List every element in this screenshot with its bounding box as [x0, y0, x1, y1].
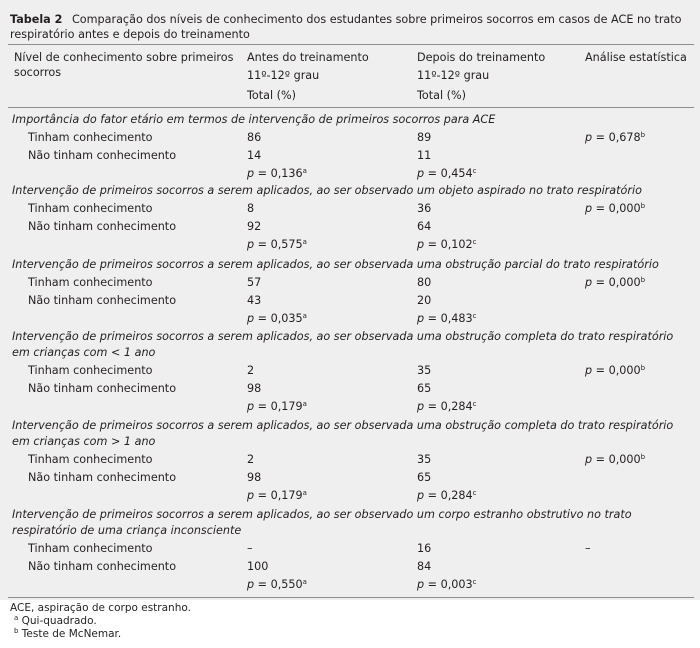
- stat-value: [585, 129, 645, 147]
- stat-value: [585, 451, 645, 469]
- p-prefix: p =: [247, 400, 271, 413]
- footnote-abbrev: ACE, aspiração de corpo estranho.: [10, 602, 191, 614]
- table-row: [0, 469, 700, 487]
- p-value-before: [247, 236, 307, 254]
- p-value-after: [417, 310, 476, 328]
- row-label: Tinham conhecimento: [28, 276, 153, 289]
- section-title: Intervenção de primeiros socorros a serem aplicados, ao ser observada uma obstrução completa do trato respiratório em crianças com < 1 ano: [12, 330, 674, 359]
- p-superscript: c: [472, 400, 477, 408]
- footnote-b: [14, 628, 121, 641]
- table-row: [0, 147, 700, 165]
- p-value-before: [247, 165, 307, 183]
- p-number: 0,000: [608, 364, 641, 377]
- value-before: 57: [247, 276, 262, 289]
- p-superscript: c: [472, 578, 477, 586]
- value-after: 36: [417, 202, 432, 215]
- footnote-a: [14, 615, 97, 628]
- header-before: Antes do treinamento: [247, 51, 369, 64]
- header-top-rule: [8, 44, 694, 45]
- p-value-row: [0, 398, 700, 416]
- table-row: [0, 274, 700, 292]
- value-before: 86: [247, 131, 262, 144]
- row-label: Não tinham conhecimento: [28, 382, 177, 395]
- footnote-b-mark: b: [14, 627, 19, 635]
- value-after: 35: [417, 364, 432, 377]
- p-value-after: [417, 236, 476, 254]
- p-number: 0,179: [270, 400, 303, 413]
- p-prefix: p =: [585, 364, 609, 377]
- p-superscript: c: [472, 489, 477, 497]
- p-prefix: p =: [417, 400, 441, 413]
- value-after: 20: [417, 294, 432, 307]
- p-superscript: a: [302, 400, 307, 408]
- row-label: Não tinham conhecimento: [28, 294, 177, 307]
- value-after: 64: [417, 220, 432, 233]
- row-label: Tinham conhecimento: [28, 453, 153, 466]
- p-number: 0,136: [270, 167, 303, 180]
- table-label: Tabela 2: [10, 13, 63, 26]
- table-row: [0, 451, 700, 469]
- p-prefix: p =: [417, 238, 441, 251]
- value-after: 65: [417, 471, 432, 484]
- header-after: Depois do treinamento: [417, 51, 546, 64]
- p-value-before: [247, 576, 307, 594]
- table-row: [0, 129, 700, 147]
- table-caption: [10, 12, 694, 42]
- table-row: [0, 558, 700, 576]
- value-before: 100: [247, 560, 269, 573]
- p-number: 0,000: [608, 276, 641, 289]
- p-value-row: [0, 165, 700, 183]
- p-superscript: a: [302, 578, 307, 586]
- value-after: 80: [417, 276, 432, 289]
- p-superscript: a: [302, 238, 307, 246]
- footnote-a-text: Qui-quadrado.: [21, 615, 97, 627]
- p-superscript: b: [640, 202, 646, 210]
- p-superscript: a: [302, 489, 307, 497]
- value-before: 2: [247, 453, 255, 466]
- p-number: 0,000: [608, 453, 641, 466]
- p-number: 0,003: [440, 578, 473, 591]
- p-number: 0,483: [440, 312, 473, 325]
- stat-value: [585, 274, 645, 292]
- p-number: 0,454: [440, 167, 473, 180]
- p-value-after: [417, 165, 476, 183]
- table-row: [0, 200, 700, 218]
- row-label: Não tinham conhecimento: [28, 560, 177, 573]
- p-superscript: b: [640, 276, 646, 284]
- value-after: 11: [417, 149, 432, 162]
- header-before-grade: 11º-12º grau: [247, 69, 320, 82]
- p-superscript: b: [640, 131, 646, 139]
- stat-value: –: [585, 542, 591, 555]
- p-prefix: p =: [247, 578, 271, 591]
- row-label: Tinham conhecimento: [28, 131, 153, 144]
- p-number: 0,102: [440, 238, 473, 251]
- header-level: Nível de conhecimento sobre primeiros socorros: [14, 51, 234, 79]
- p-prefix: p =: [417, 489, 441, 502]
- p-number: 0,000: [608, 202, 641, 215]
- section-title: Intervenção de primeiros socorros a serem aplicados, ao ser observado um objeto aspirado no trato respiratório: [12, 184, 642, 197]
- value-before: 8: [247, 202, 255, 215]
- p-prefix: p =: [247, 312, 271, 325]
- p-value-after: [417, 398, 476, 416]
- p-prefix: p =: [585, 276, 609, 289]
- value-before: 43: [247, 294, 262, 307]
- header-after-grade: 11º-12º grau: [417, 69, 490, 82]
- table-row: [0, 218, 700, 236]
- p-number: 0,179: [270, 489, 303, 502]
- header-bottom-rule: [8, 107, 694, 108]
- row-label: Tinham conhecimento: [28, 364, 153, 377]
- section-title: Intervenção de primeiros socorros a serem aplicados, ao ser observado um corpo estranho obstrutivo no trato respiratório de uma criança inconsciente: [12, 508, 632, 537]
- p-prefix: p =: [247, 167, 271, 180]
- section-title: Intervenção de primeiros socorros a serem aplicados, ao ser observada uma obstrução parcial do trato respiratório: [12, 258, 659, 271]
- p-value-row: [0, 487, 700, 505]
- p-number: 0,575: [270, 238, 303, 251]
- footnote-a-mark: a: [14, 614, 19, 622]
- p-prefix: p =: [247, 238, 271, 251]
- p-value-after: [417, 576, 476, 594]
- table-row: [0, 362, 700, 380]
- p-superscript: a: [302, 167, 307, 175]
- row-label: Não tinham conhecimento: [28, 471, 177, 484]
- stat-value: [585, 362, 645, 380]
- table-row: [0, 380, 700, 398]
- section-title: Intervenção de primeiros socorros a serem aplicados, ao ser observada uma obstrução completa do trato respiratório em crianças com > 1 ano: [12, 419, 674, 448]
- p-superscript: c: [472, 312, 477, 320]
- p-number: 0,284: [440, 400, 473, 413]
- header-after-total: Total (%): [417, 89, 467, 102]
- p-prefix: p =: [585, 453, 609, 466]
- value-before: 14: [247, 149, 262, 162]
- footnote-b-text: Teste de McNemar.: [21, 628, 122, 640]
- p-value-after: [417, 487, 476, 505]
- value-after: 16: [417, 542, 432, 555]
- p-value-row: [0, 310, 700, 328]
- p-prefix: p =: [417, 167, 441, 180]
- table-caption-text: Comparação dos níveis de conhecimento dos estudantes sobre primeiros socorros em casos de ACE no trato respiratório antes e depois do treinamento: [10, 13, 682, 41]
- value-after: 89: [417, 131, 432, 144]
- table-bottom-rule: [8, 597, 694, 598]
- value-before: –: [247, 542, 253, 555]
- p-prefix: p =: [417, 312, 441, 325]
- p-number: 0,678: [608, 131, 641, 144]
- p-prefix: p =: [247, 489, 271, 502]
- header-stats: Análise estatística: [585, 51, 687, 64]
- p-superscript: c: [472, 167, 477, 175]
- p-value-before: [247, 487, 307, 505]
- p-number: 0,550: [270, 578, 303, 591]
- value-before: 98: [247, 382, 262, 395]
- p-number: 0,035: [270, 312, 303, 325]
- table-row: [0, 292, 700, 310]
- table-row: [0, 540, 700, 558]
- p-superscript: b: [640, 453, 646, 461]
- section-title: Importância do fator etário em termos de intervenção de primeiros socorros para ACE: [12, 113, 496, 126]
- header-before-total: Total (%): [247, 89, 297, 102]
- row-label: Tinham conhecimento: [28, 202, 153, 215]
- row-label: Não tinham conhecimento: [28, 149, 177, 162]
- row-label: Tinham conhecimento: [28, 542, 153, 555]
- p-prefix: p =: [585, 202, 609, 215]
- p-value-row: [0, 236, 700, 254]
- p-value-before: [247, 310, 307, 328]
- p-prefix: p =: [585, 131, 609, 144]
- p-value-row: [0, 576, 700, 594]
- p-number: 0,284: [440, 489, 473, 502]
- stat-value: [585, 200, 645, 218]
- p-value-before: [247, 398, 307, 416]
- value-before: 92: [247, 220, 262, 233]
- p-superscript: c: [472, 238, 477, 246]
- value-after: 84: [417, 560, 432, 573]
- value-before: 2: [247, 364, 255, 377]
- row-label: Não tinham conhecimento: [28, 220, 177, 233]
- p-superscript: a: [302, 312, 307, 320]
- value-before: 98: [247, 471, 262, 484]
- p-superscript: b: [640, 364, 646, 372]
- value-after: 65: [417, 382, 432, 395]
- p-prefix: p =: [417, 578, 441, 591]
- value-after: 35: [417, 453, 432, 466]
